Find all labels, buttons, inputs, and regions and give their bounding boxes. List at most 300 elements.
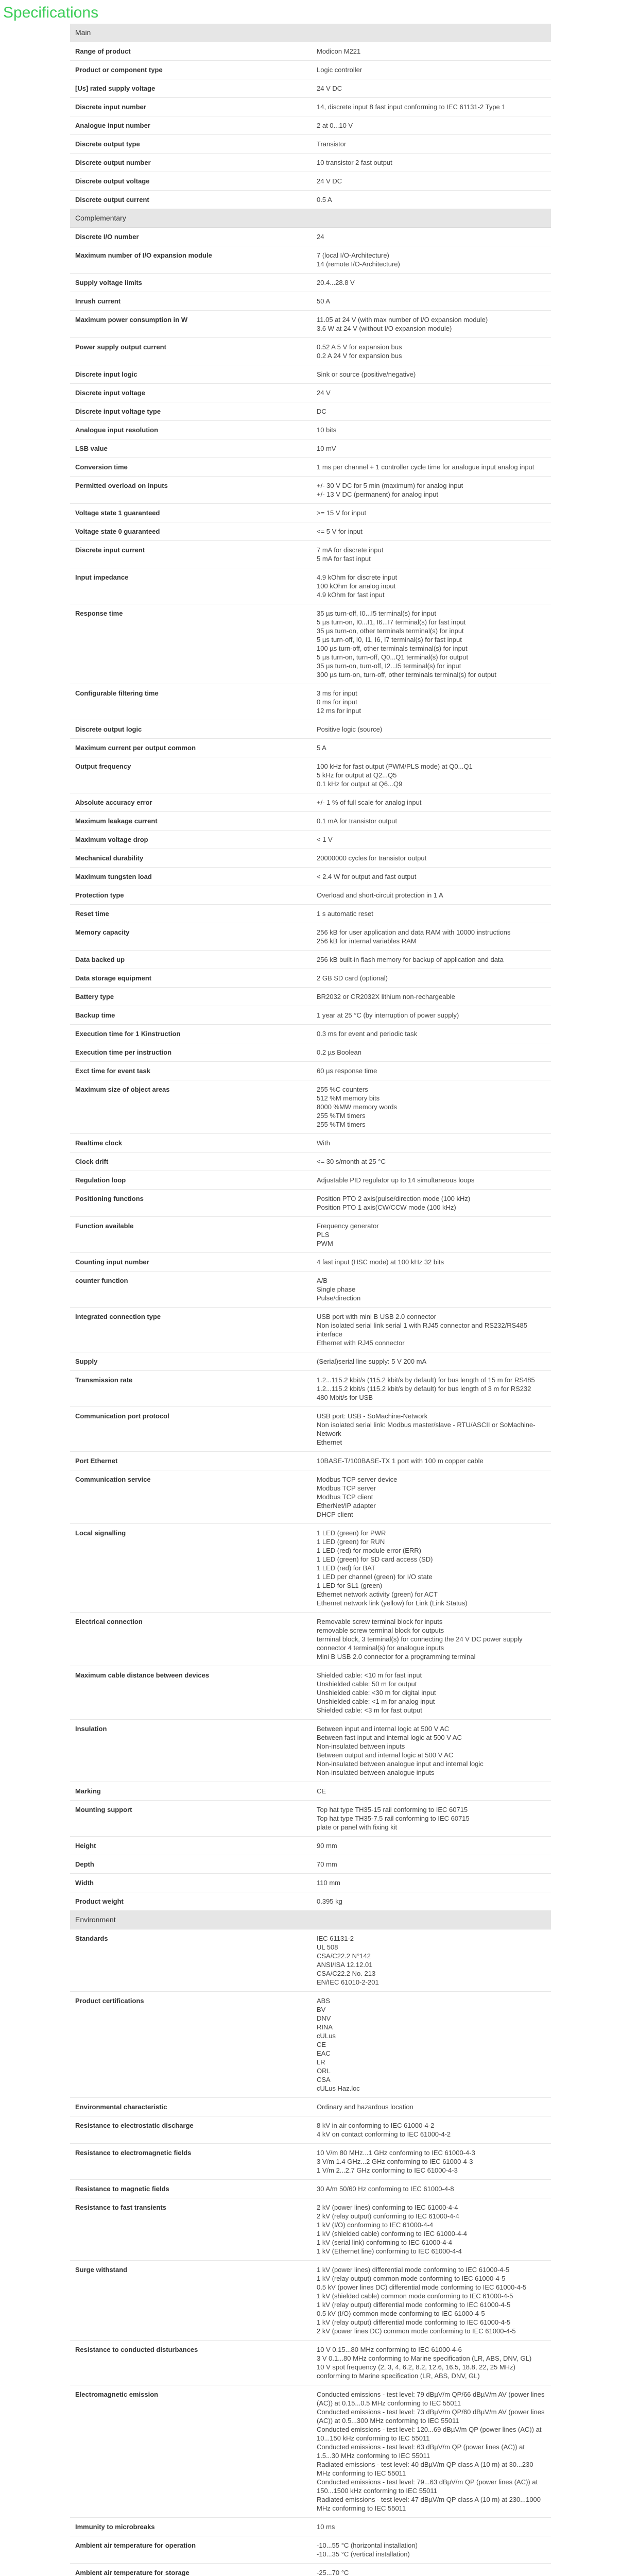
spec-label: Conversion time [70, 458, 310, 477]
spec-row [70, 541, 551, 568]
spec-label: Discrete I/O number [70, 228, 310, 246]
spec-value-line: -10...35 °C (vertical installation) [317, 2550, 410, 2558]
spec-value-line: 1 LED (green) for PWR [317, 1529, 386, 1537]
spec-label: Standards [70, 1929, 310, 1992]
spec-value [310, 1666, 551, 1720]
spec-value [310, 292, 551, 311]
spec-value-line: 1 LED (green) for SD card access (SD) [317, 1555, 433, 1563]
spec-value-line: cULus Haz.loc [317, 2084, 360, 2092]
spec-value-line: 0 ms for input [317, 698, 357, 706]
spec-value-line: Conducted emissions - test level: 63 dBµV/m QP (power lines (AC)) at 1.5...30 MHz conforming to IEC 55011 [317, 2443, 525, 2460]
spec-value-line: 14 (remote I/O-Architecture) [317, 260, 400, 268]
spec-value-line: Adjustable PID regulator up to 14 simultaneous loops [317, 1176, 475, 1184]
spec-value [310, 365, 551, 384]
spec-value [310, 1613, 551, 1666]
spec-value-line: ABS [317, 1997, 331, 2005]
section-header [70, 1911, 551, 1929]
spec-value-line: RINA [317, 2023, 333, 2031]
spec-value-line: 90 mm [317, 1842, 337, 1850]
spec-value-line: <= 30 s/month at 25 °C [317, 1158, 386, 1165]
spec-value-line: 5 kHz for output at Q2...Q5 [317, 771, 397, 779]
spec-label: Mechanical durability [70, 849, 310, 868]
spec-value-line: 1 kV (shielded cable) common mode conforming to IEC 61000-4-5 [317, 2292, 513, 2300]
spec-row [70, 739, 551, 757]
spec-value-line: Between output and internal logic at 500 V AC [317, 1751, 454, 1759]
spec-value-line: 12 ms for input [317, 707, 361, 715]
spec-value-line: 0.5 kV (I/O) common mode conforming to IEC 61000-4-5 [317, 2310, 485, 2317]
spec-value-line: Top hat type TH35-15 rail conforming to IEC 60715 [317, 1806, 468, 1814]
spec-row [70, 1253, 551, 1272]
spec-value-line: 20.4...28.8 V [317, 279, 355, 286]
spec-label: Mounting support [70, 1801, 310, 1837]
spec-label: Supply [70, 1352, 310, 1371]
spec-label: Counting input number [70, 1253, 310, 1272]
spec-value [310, 522, 551, 541]
spec-row [70, 1666, 551, 1720]
spec-label: Discrete output logic [70, 720, 310, 739]
spec-value-line: +/- 13 V DC (permanent) for analog input [317, 490, 438, 498]
spec-label: Configurable filtering time [70, 684, 310, 720]
spec-value-line: USB port with mini B USB 2.0 connector [317, 1313, 436, 1320]
spec-row [70, 793, 551, 812]
spec-label: Range of product [70, 42, 310, 61]
spec-value-line: 1 LED per channel (green) for I/O state [317, 1573, 433, 1581]
spec-label: Resistance to conducted disturbances [70, 2341, 310, 2385]
spec-row [70, 79, 551, 98]
spec-row [70, 292, 551, 311]
spec-label: Resistance to electromagnetic fields [70, 2144, 310, 2180]
spec-value-line: 1 kV (I/O) conforming to IEC 61000-4-4 [317, 2221, 434, 2229]
spec-label: Power supply output current [70, 338, 310, 365]
spec-row [70, 246, 551, 274]
spec-label: Voltage state 0 guaranteed [70, 522, 310, 541]
spec-value-line: 4.9 kOhm for discrete input [317, 573, 398, 581]
spec-value-line: Single phase [317, 1285, 356, 1293]
spec-value [310, 274, 551, 292]
spec-value-line: LR [317, 2058, 325, 2066]
spec-value [310, 79, 551, 98]
spec-row [70, 311, 551, 338]
spec-value-line: 3 V/m 1.4 GHz...2 GHz conforming to IEC 61000-4-3 [317, 2158, 473, 2165]
spec-value-line: Modicon M221 [317, 47, 361, 55]
spec-label: Absolute accuracy error [70, 793, 310, 812]
spec-value-line: 1 kV (relay output) differential mode conforming to IEC 61000-4-5 [317, 2318, 511, 2326]
spec-label: Maximum leakage current [70, 812, 310, 831]
spec-value-line: 20000000 cycles for transistor output [317, 854, 427, 862]
spec-value-line: 24 [317, 233, 324, 241]
spec-label: Analogue input resolution [70, 421, 310, 439]
spec-value [310, 1929, 551, 1992]
spec-row [70, 604, 551, 684]
spec-value-line: A/B [317, 1277, 327, 1284]
spec-value-line: 1 V/m 2...2.7 GHz conforming to IEC 61000-4-3 [317, 2166, 458, 2174]
spec-row [70, 969, 551, 988]
spec-value-line: ORL [317, 2067, 331, 2075]
spec-value [310, 868, 551, 886]
spec-label: Maximum current per output common [70, 739, 310, 757]
spec-row [70, 2341, 551, 2385]
spec-value [310, 154, 551, 172]
spec-value [310, 228, 551, 246]
spec-value-line: 35 µs turn-on, turn-off, I2...I5 terminal(s) for input [317, 662, 461, 670]
spec-value-line: 10 V spot frequency (2, 3, 4, 6.2, 8.2, 12.6, 16.5, 18.8, 22, 25 MHz) conforming to Marine specification (LR, ABS, DNV, GL) [317, 2363, 515, 2380]
spec-label: Product weight [70, 1892, 310, 1911]
spec-value-line: 24 V DC [317, 177, 342, 185]
spec-value-line: Logic controller [317, 66, 363, 74]
spec-label: LSB value [70, 439, 310, 458]
spec-value-line: 1 kV (relay output) common mode conforming to IEC 61000-4-5 [317, 2275, 506, 2282]
spec-value-line: DNV [317, 2014, 331, 2022]
spec-label: Discrete input voltage [70, 384, 310, 402]
spec-value-line: Non isolated serial link: Modbus master/slave - RTU/ASCII or SoMachine-Network [317, 1421, 536, 1437]
spec-value [310, 1855, 551, 1874]
spec-value [310, 191, 551, 209]
spec-value [310, 812, 551, 831]
spec-label: Supply voltage limits [70, 274, 310, 292]
spec-value-line: 2 at 0...10 V [317, 122, 353, 129]
spec-label: Depth [70, 1855, 310, 1874]
spec-value-line: 60 µs response time [317, 1067, 377, 1075]
spec-value [310, 2385, 551, 2518]
spec-value [310, 2116, 551, 2144]
spec-row [70, 338, 551, 365]
spec-value [310, 1080, 551, 1134]
spec-value-line: CE [317, 1787, 326, 1795]
spec-value-line: Non isolated serial link serial 1 with RJ45 connector and RS232/RS485 interface [317, 1321, 527, 1338]
spec-value-line: 1 kV (serial link) conforming to IEC 61000-4-4 [317, 2239, 453, 2246]
spec-label: Surge withstand [70, 2261, 310, 2341]
spec-row [70, 886, 551, 905]
spec-value [310, 757, 551, 793]
spec-value-line: 8 kV in air conforming to IEC 61000-4-2 [317, 2122, 435, 2129]
spec-value [310, 739, 551, 757]
spec-label: Product or component type [70, 61, 310, 79]
spec-row [70, 1874, 551, 1892]
spec-value-line: Top hat type TH35-7.5 rail conforming to IEC 60715 [317, 1815, 470, 1822]
spec-value-line: 8000 %MW memory words [317, 1103, 398, 1111]
spec-value-line: 14, discrete input 8 fast input conforming to IEC 61131-2 Type 1 [317, 103, 506, 111]
spec-value-line: 1 ms per channel + 1 controller cycle time for analogue input analog input [317, 463, 534, 471]
spec-value [310, 2536, 551, 2564]
spec-row [70, 2098, 551, 2116]
spec-value [310, 2144, 551, 2180]
spec-label: Communication port protocol [70, 1407, 310, 1452]
spec-label: Discrete output number [70, 154, 310, 172]
spec-label: Product certifications [70, 1992, 310, 2098]
spec-value-line: 480 Mbit/s for USB [317, 1394, 373, 1401]
spec-row [70, 868, 551, 886]
spec-value [310, 568, 551, 604]
spec-row [70, 2198, 551, 2261]
spec-value-line: 1.2...115.2 kbit/s (115.2 kbit/s by default) for bus length of 15 m for RS485 [317, 1376, 535, 1384]
spec-value [310, 1025, 551, 1043]
spec-row [70, 1080, 551, 1134]
spec-value [310, 116, 551, 135]
spec-value [310, 905, 551, 923]
spec-value-line: 11.05 at 24 V (with max number of I/O expansion module) [317, 316, 488, 324]
spec-label: Execution time per instruction [70, 1043, 310, 1062]
spec-value-line: removable screw terminal block for outputs [317, 1626, 444, 1634]
section-title: Complementary [70, 209, 551, 228]
spec-value [310, 311, 551, 338]
spec-value-line: -25...70 °C [317, 2569, 349, 2576]
spec-value-line: 255 %C counters [317, 1086, 368, 1093]
spec-row [70, 2144, 551, 2180]
spec-value [310, 1062, 551, 1080]
spec-row [70, 98, 551, 116]
spec-value-line: 1 LED for SL1 (green) [317, 1582, 383, 1589]
spec-value [310, 988, 551, 1006]
spec-label: Integrated connection type [70, 1308, 310, 1352]
spec-value [310, 1308, 551, 1352]
spec-row [70, 1308, 551, 1352]
spec-value-line: cULus [317, 2032, 336, 2040]
spec-label: Width [70, 1874, 310, 1892]
spec-value-line: Modbus TCP server [317, 1484, 376, 1492]
spec-row [70, 154, 551, 172]
section-header [70, 209, 551, 228]
spec-row [70, 135, 551, 154]
spec-value [310, 1153, 551, 1171]
spec-label: Maximum voltage drop [70, 831, 310, 849]
spec-value [310, 604, 551, 684]
spec-row [70, 2385, 551, 2518]
spec-value-line: Conducted emissions - test level: 73 dBµV/m QP/60 dBµV/m AV (power lines (AC)) at 0.5...300 MHz conforming to IEC 55011 [317, 2408, 545, 2425]
spec-value [310, 135, 551, 154]
spec-value [310, 793, 551, 812]
spec-value-line: 1 LED (red) for module error (ERR) [317, 1547, 421, 1554]
spec-label: Battery type [70, 988, 310, 1006]
spec-row [70, 522, 551, 541]
spec-value-line: Ordinary and hazardous location [317, 2103, 413, 2111]
spec-value-line: Modbus TCP server device [317, 1476, 398, 1483]
spec-value-line: 1 kV (shielded cable) conforming to IEC 61000-4-4 [317, 2230, 467, 2238]
spec-value-line: IEC 61131-2 [317, 1935, 354, 1942]
spec-value-line: BR2032 or CR2032X lithium non-rechargeable [317, 993, 455, 1001]
spec-value [310, 2341, 551, 2385]
spec-label: Clock drift [70, 1153, 310, 1171]
spec-label: Inrush current [70, 292, 310, 311]
spec-value-line: 35 µs turn-on, other terminals terminal(s) for input [317, 627, 464, 635]
spec-label: Resistance to fast transients [70, 2198, 310, 2261]
spec-row [70, 274, 551, 292]
spec-value-line: Unshielded cable: 50 m for output [317, 1680, 417, 1688]
spec-value-line: Conducted emissions - test level: 79 dBµV/m QP/66 dBµV/m AV (power lines (AC)) at 0.15...0.5 MHz conforming to IEC 55011 [317, 2391, 545, 2407]
spec-value-line: 100 µs turn-off, other terminals terminal(s) for input [317, 645, 468, 652]
spec-label: Analogue input number [70, 116, 310, 135]
spec-row [70, 1352, 551, 1371]
spec-value [310, 2198, 551, 2261]
spec-row [70, 365, 551, 384]
spec-row [70, 1892, 551, 1911]
spec-value [310, 1171, 551, 1190]
spec-value-line: 10 bits [317, 426, 337, 434]
spec-value-line: Transistor [317, 140, 347, 148]
spec-row [70, 1171, 551, 1190]
spec-label: Discrete output current [70, 191, 310, 209]
spec-value-line: 24 V [317, 389, 331, 397]
spec-label: Height [70, 1837, 310, 1855]
spec-label: Local signalling [70, 1524, 310, 1613]
spec-value [310, 1253, 551, 1272]
spec-row [70, 2116, 551, 2144]
spec-value-line: 0.395 kg [317, 1897, 342, 1905]
spec-label: Maximum cable distance between devices [70, 1666, 310, 1720]
spec-value-line: 70 mm [317, 1860, 337, 1868]
spec-value [310, 61, 551, 79]
spec-row [70, 1025, 551, 1043]
spec-label: Data storage equipment [70, 969, 310, 988]
spec-label: Exct time for event task [70, 1062, 310, 1080]
spec-value-line: (Serial)serial line supply: 5 V 200 mA [317, 1358, 427, 1365]
spec-value-line: EN/IEC 61010-2-201 [317, 1978, 379, 1986]
spec-label: Ambient air temperature for operation [70, 2536, 310, 2564]
section-title: Main [70, 24, 551, 42]
spec-row [70, 2518, 551, 2536]
spec-value-line: terminal block, 3 terminal(s) for connecting the 24 V DC power supply [317, 1635, 523, 1643]
spec-value [310, 1272, 551, 1308]
spec-label: Function available [70, 1217, 310, 1253]
spec-row [70, 1801, 551, 1837]
spec-value-line: Ethernet network link (yellow) for Link (Link Status) [317, 1599, 468, 1607]
spec-row [70, 1062, 551, 1080]
spec-value-line: Non-insulated between analogue inputs [317, 1769, 435, 1776]
spec-value-line: 5 µs turn-on, turn-off, Q0...Q1 terminal(s) for output [317, 653, 469, 661]
spec-label: Discrete input number [70, 98, 310, 116]
spec-value-line: Conducted emissions - test level: 120...69 dBµV/m QP (power lines (AC)) at 10...150 kHz conforming to IEC 55011 [317, 2426, 542, 2442]
spec-value-line: Shielded cable: <10 m for fast input [317, 1671, 422, 1679]
spec-value-line: 1 LED (green) for RUN [317, 1538, 385, 1546]
spec-value [310, 1782, 551, 1801]
spec-value [310, 1470, 551, 1524]
spec-value [310, 1892, 551, 1911]
spec-value-line: -10...55 °C (horizontal installation) [317, 2541, 418, 2549]
spec-row [70, 1153, 551, 1171]
spec-value [310, 684, 551, 720]
spec-value-line: PLS [317, 1231, 330, 1239]
spec-value-line: DHCP client [317, 1511, 353, 1518]
spec-label: Resistance to magnetic fields [70, 2180, 310, 2198]
spec-value-line: 5 mA for fast input [317, 555, 371, 563]
spec-value [310, 458, 551, 477]
spec-row [70, 831, 551, 849]
spec-value [310, 421, 551, 439]
spec-row [70, 504, 551, 522]
spec-value-line: < 2.4 W for output and fast output [317, 873, 417, 880]
spec-value-line: 2 kV (relay output) conforming to IEC 61000-4-4 [317, 2212, 459, 2220]
spec-row [70, 1006, 551, 1025]
spec-value [310, 831, 551, 849]
spec-value-line: 7 mA for discrete input [317, 546, 384, 554]
spec-value-line: +/- 30 V DC for 5 min (maximum) for analog input [317, 482, 463, 489]
spec-value [310, 384, 551, 402]
spec-value-line: CSA [317, 2076, 331, 2083]
spec-value-line: Position PTO 1 axis(CW/CCW mode (100 kHz) [317, 1204, 456, 1211]
spec-row [70, 2261, 551, 2341]
spec-value-line: 5 µs turn-off, I0, I1, I6, I7 terminal(s) for fast input [317, 636, 462, 643]
spec-row [70, 1217, 551, 1253]
spec-row [70, 1720, 551, 1782]
spec-label: Output frequency [70, 757, 310, 793]
page-title: Specifications [3, 4, 99, 21]
spec-value-line: 4 fast input (HSC mode) at 100 kHz 32 bits [317, 1258, 444, 1266]
spec-label: Positioning functions [70, 1190, 310, 1217]
spec-value-line: Radiated emissions - test level: 40 dBµV/m QP class A (10 m) at 30...230 MHz conforming to IEC 55011 [317, 2461, 533, 2477]
spec-row [70, 905, 551, 923]
spec-value [310, 1524, 551, 1613]
spec-row [70, 172, 551, 191]
spec-value-line: 1 LED (red) for BAT [317, 1564, 375, 1572]
spec-value-line: UL 508 [317, 1943, 338, 1951]
spec-value-line: 7 (local I/O-Architecture) [317, 251, 389, 259]
spec-row [70, 812, 551, 831]
spec-value-line: Radiated emissions - test level: 47 dBµV/m QP class A (10 m) at 230...1000 MHz conforming to IEC 55011 [317, 2496, 541, 2512]
spec-label: Voltage state 1 guaranteed [70, 504, 310, 522]
spec-value-line: 4.9 kOhm for fast input [317, 591, 385, 599]
spec-value [310, 2098, 551, 2116]
spec-value-line: Shielded cable: <3 m for fast output [317, 1706, 422, 1714]
spec-row [70, 1855, 551, 1874]
spec-row [70, 923, 551, 951]
spec-row [70, 458, 551, 477]
spec-value-line: Unshielded cable: <1 m for analog input [317, 1698, 435, 1705]
spec-label: Communication service [70, 1470, 310, 1524]
spec-label: Discrete input logic [70, 365, 310, 384]
spec-value [310, 439, 551, 458]
spec-value-line: 0.5 A [317, 196, 332, 204]
spec-value-line: 256 kB built-in flash memory for backup of application and data [317, 956, 504, 963]
spec-value [310, 1371, 551, 1407]
spec-label: Input impedance [70, 568, 310, 604]
spec-value-line: 24 V DC [317, 84, 342, 92]
spec-value-line: 0.2 A 24 V for expansion bus [317, 352, 402, 360]
spec-value-line: Overload and short-circuit protection in 1 A [317, 891, 443, 899]
spec-row [70, 2536, 551, 2564]
spec-value-line: Ethernet [317, 1438, 342, 1446]
spec-row [70, 439, 551, 458]
spec-value-line: 512 %M memory bits [317, 1094, 380, 1102]
spec-value-line: 1 s automatic reset [317, 910, 373, 918]
spec-value-line: EAC [317, 2049, 331, 2057]
spec-row [70, 2564, 551, 2576]
specifications-table [70, 24, 551, 2576]
spec-value [310, 246, 551, 274]
spec-value-line: Non-insulated between inputs [317, 1742, 405, 1750]
section-header [70, 24, 551, 42]
spec-label: Realtime clock [70, 1134, 310, 1153]
spec-row [70, 1371, 551, 1407]
spec-row [70, 1272, 551, 1308]
spec-value-line: 0.3 ms for event and periodic task [317, 1030, 418, 1038]
spec-value-line: Conducted emissions - test level: 79...63 dBµV/m QP (power lines (AC)) at 150...1500 kHz conforming to IEC 55011 [317, 2478, 538, 2495]
spec-value-line: Between input and internal logic at 500 V AC [317, 1725, 450, 1733]
spec-label: Electrical connection [70, 1613, 310, 1666]
spec-row [70, 1992, 551, 2098]
spec-value [310, 98, 551, 116]
spec-value-line: Ethernet network activity (green) for ACT [317, 1590, 438, 1598]
spec-row [70, 1407, 551, 1452]
spec-label: Execution time for 1 Kinstruction [70, 1025, 310, 1043]
spec-value-line: DC [317, 408, 326, 415]
spec-label: Memory capacity [70, 923, 310, 951]
spec-value [310, 1837, 551, 1855]
spec-value-line: 256 kB for internal variables RAM [317, 937, 417, 945]
spec-value-line: Modbus TCP client [317, 1493, 373, 1501]
spec-value-line: 2 GB SD card (optional) [317, 974, 388, 982]
spec-label: Immunity to microbreaks [70, 2518, 310, 2536]
spec-label: Backup time [70, 1006, 310, 1025]
spec-value-line: 50 A [317, 297, 331, 305]
